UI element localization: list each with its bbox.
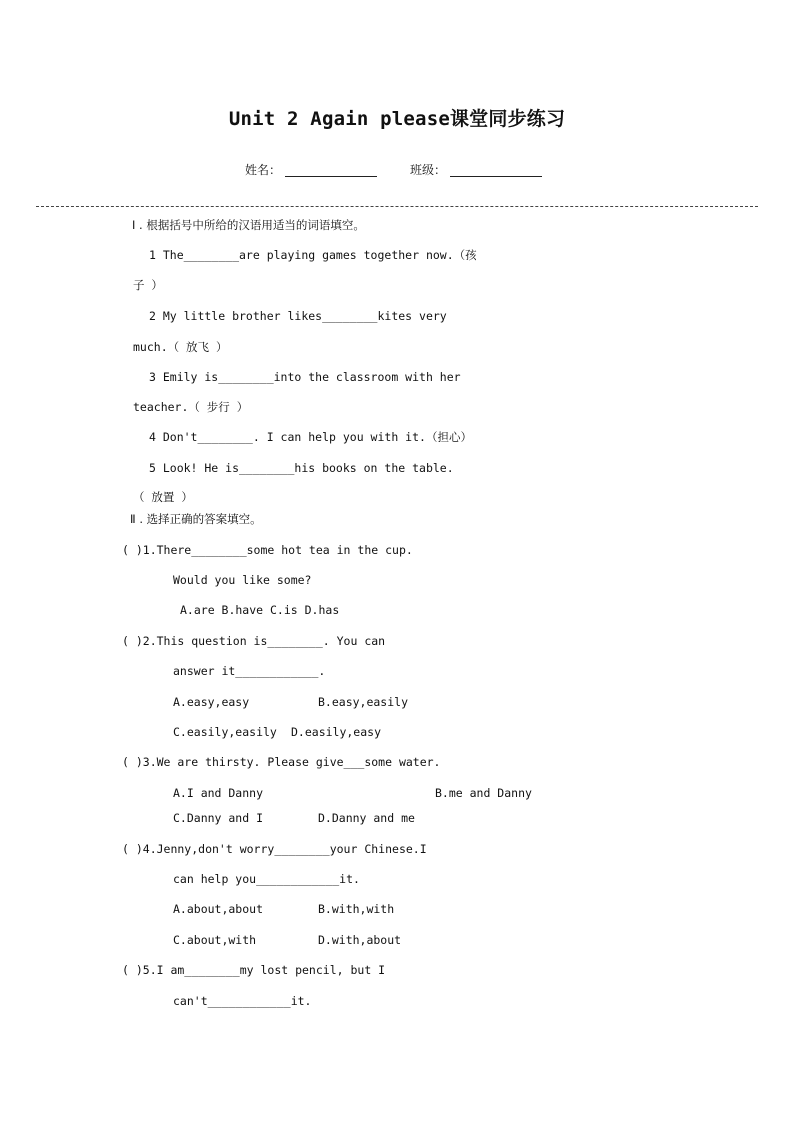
- name-field: [245, 161, 377, 178]
- question-2-option-a: A.easy,easy: [173, 695, 250, 709]
- question-5-stem: ( )5.I am________my lost pencil, but I: [122, 963, 386, 977]
- question-3-option-d: D.Danny and me: [318, 811, 415, 825]
- question-4-option-b: B.with,with: [318, 902, 395, 916]
- question-1-stem: ( )1.There________some hot tea in the cup.: [122, 543, 413, 557]
- question-2-option-d: D.easily,easy: [291, 725, 382, 739]
- question-2-option-c: C.easily,easily: [173, 725, 277, 739]
- question-3-option-a: A.I and Danny: [173, 786, 264, 800]
- class-blank[interactable]: [450, 164, 542, 177]
- question-2-stem-cont: answer it____________.: [173, 664, 326, 678]
- name-label: 姓名：: [245, 163, 282, 177]
- section1-line: 2 My little brother likes________kites very: [149, 309, 447, 323]
- section1-line: much.（ 放飞 ）: [133, 340, 228, 354]
- question-2-stem: ( )2.This question is________. You can: [122, 634, 386, 648]
- question-4-option-d: D.with,about: [318, 933, 402, 947]
- section1-line: 5 Look! He is________his books on the table.: [149, 461, 454, 475]
- question-3-stem: ( )3.We are thirsty. Please give___some water.: [122, 755, 441, 769]
- question-4-stem-cont: can help you____________it.: [173, 872, 360, 886]
- class-label: 班级：: [410, 163, 447, 177]
- question-2-option-b: B.easy,easily: [318, 695, 409, 709]
- name-blank[interactable]: [285, 164, 377, 177]
- page-title: Unit 2 Again please课堂同步练习: [228, 108, 566, 130]
- question-1-stem-cont: Would you like some?: [173, 573, 312, 587]
- section1-line: 3 Emily is________into the classroom with her: [149, 370, 461, 384]
- question-1-options: A.are B.have C.is D.has: [180, 603, 340, 617]
- section1-line: teacher.（ 步行 ）: [133, 400, 249, 414]
- question-4-stem: ( )4.Jenny,don't worry________your Chinese.I: [122, 842, 427, 856]
- section1-line: 子 ）: [133, 278, 163, 292]
- section1-heading: Ⅰ . 根据括号中所给的汉语用适当的词语填空。: [132, 218, 365, 232]
- section1-line: 1 The________are playing games together now.（孩: [149, 248, 477, 262]
- section1-line: 4 Don't________. I can help you with it.（担心）: [149, 430, 472, 444]
- section1-line: （ 放置 ）: [133, 490, 193, 504]
- dashed-divider: [36, 206, 758, 207]
- class-field: [410, 161, 542, 178]
- question-4-option-c: C.about,with: [173, 933, 257, 947]
- section2-heading: Ⅱ . 选择正确的答案填空。: [130, 512, 262, 526]
- question-5-stem-cont: can't____________it.: [173, 994, 312, 1008]
- question-3-option-b: B.me and Danny: [435, 786, 532, 800]
- question-3-option-c: C.Danny and I: [173, 811, 264, 825]
- question-4-option-a: A.about,about: [173, 902, 264, 916]
